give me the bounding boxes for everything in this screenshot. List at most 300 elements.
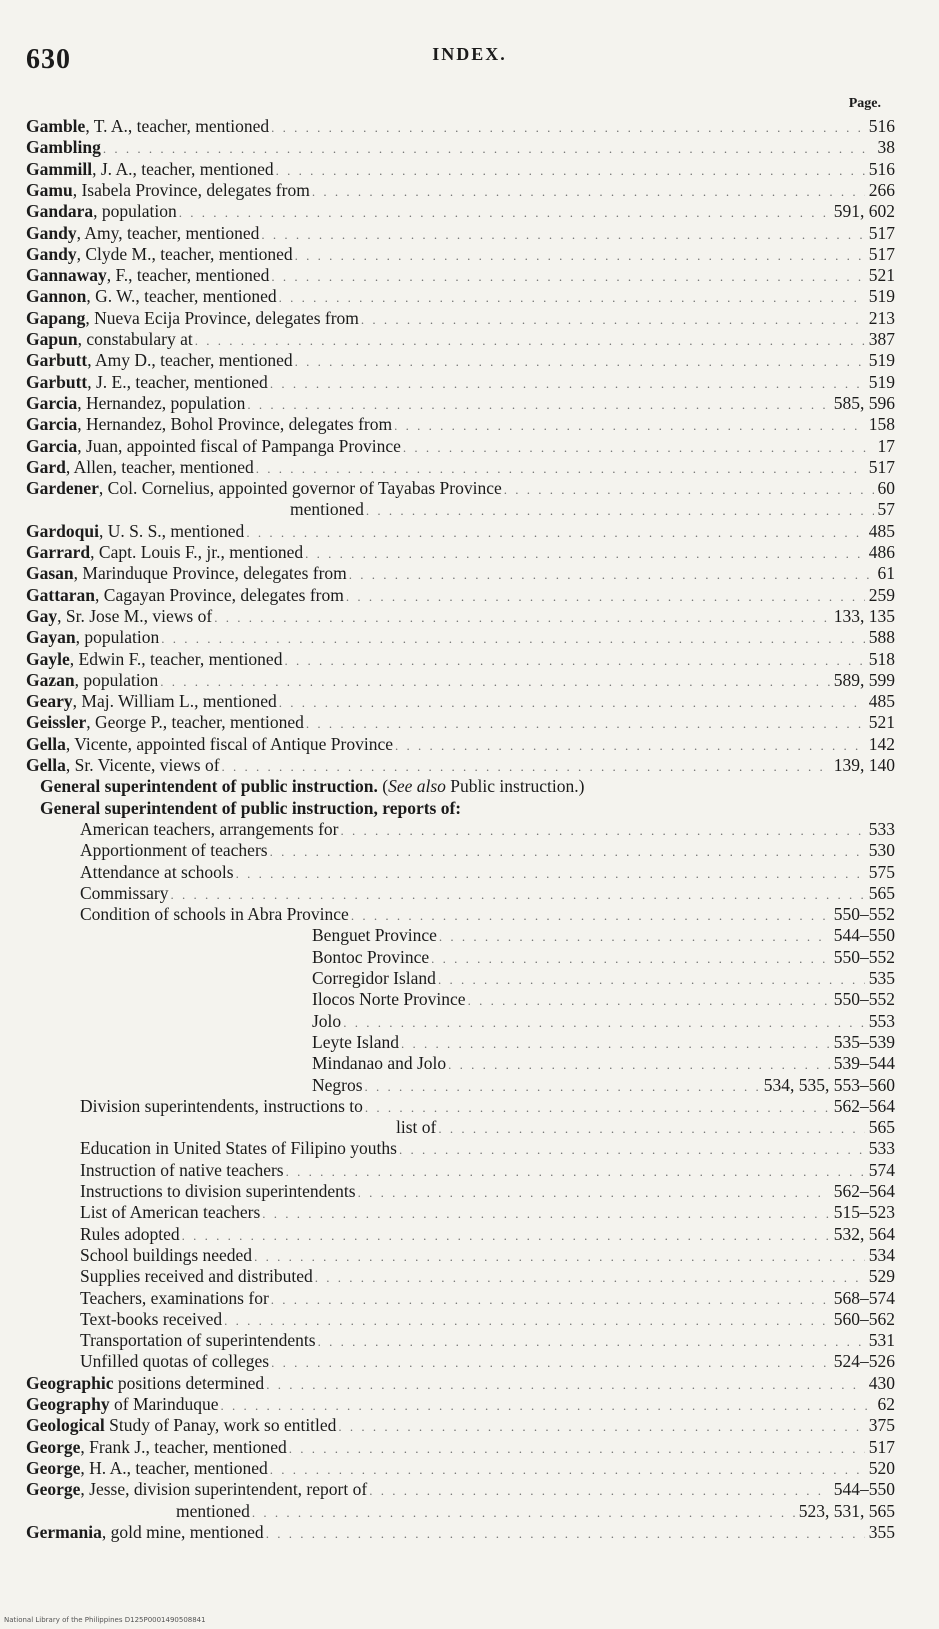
- entry-text: [80, 1224, 180, 1245]
- entry-text: [80, 1138, 397, 1159]
- entry-term: Gardoqui: [26, 520, 99, 541]
- entry-term: Garbutt: [26, 350, 88, 371]
- entry-term: Gella: [26, 733, 66, 754]
- page-reference: 534: [868, 1244, 895, 1265]
- page-reference: 532, 564: [833, 1223, 895, 1244]
- index-entry: [0, 1394, 939, 1415]
- entry-text: [26, 223, 259, 244]
- entry-description: , Amy D., teacher, mentioned: [87, 350, 293, 371]
- page-reference: 539–544: [833, 1053, 895, 1074]
- page-reference: 553: [868, 1010, 895, 1031]
- entry-text: [80, 1202, 260, 1223]
- index-entry: [0, 478, 939, 499]
- entry-term: Geography: [26, 1394, 110, 1414]
- entry-description: , J. E., teacher, mentioned: [87, 371, 268, 392]
- index-entry: [0, 180, 939, 201]
- dot-leader: [270, 841, 865, 862]
- entry-text: [26, 563, 347, 584]
- entry-text: [26, 457, 254, 478]
- page-reference: 486: [868, 542, 895, 562]
- page-reference: 589, 599: [833, 669, 895, 690]
- entry-term: Gandy: [26, 222, 77, 243]
- dot-leader: [276, 160, 865, 181]
- dot-leader: [246, 522, 864, 543]
- index-entry: [0, 862, 939, 883]
- dot-leader: [399, 1139, 865, 1160]
- entry-term: Gella: [26, 755, 66, 775]
- index-entry: [0, 819, 939, 840]
- page-reference: 60: [877, 478, 895, 499]
- dot-leader: [252, 1502, 795, 1523]
- index-entry: [0, 1501, 939, 1522]
- entry-description: of Marinduque: [109, 1394, 219, 1414]
- entry-description: , Allen, teacher, mentioned: [65, 456, 254, 477]
- index-entry: [0, 734, 939, 755]
- index-entry: [0, 904, 939, 925]
- entry-description: , Vicente, appointed fiscal of Antique Province: [65, 733, 394, 754]
- dot-leader: [266, 1374, 865, 1395]
- entry-text: [26, 1522, 264, 1543]
- index-entry: [0, 947, 939, 968]
- dot-leader: [103, 138, 874, 159]
- entry-term: Garcia: [26, 414, 78, 435]
- entry-description: mentioned: [290, 499, 364, 520]
- entry-text: [312, 947, 429, 968]
- page-title: INDEX.: [432, 44, 507, 64]
- dot-leader: [214, 607, 830, 628]
- dot-leader: [431, 948, 830, 969]
- page-reference: 535: [868, 968, 895, 988]
- dot-leader: [279, 692, 865, 713]
- entry-term: George: [26, 1457, 81, 1478]
- page-reference: 521: [868, 712, 895, 733]
- entry-description: , U. S. S., mentioned: [98, 520, 245, 541]
- page-reference: 266: [868, 179, 895, 200]
- entry-term: Geissler: [26, 712, 87, 733]
- entry-description: Jolo: [312, 1010, 342, 1031]
- entry-description: Instructions to division superintendents: [80, 1181, 356, 1201]
- entry-description: Corregidor Island: [312, 968, 436, 988]
- entry-term: Gammill: [26, 158, 93, 179]
- archive-footer: National Library of the Philippines D125P0001490508841: [4, 1616, 206, 1624]
- entry-term: Geographic: [26, 1372, 114, 1393]
- entry-description: Instruction of native teachers: [80, 1159, 284, 1180]
- index-entry: [0, 691, 939, 712]
- dot-leader: [394, 415, 865, 436]
- dot-leader: [182, 1225, 830, 1246]
- dot-leader: [365, 1097, 830, 1118]
- index-entry: [0, 372, 939, 393]
- entry-description: , Nueva Ecija Province, delegates from: [85, 307, 359, 328]
- dot-leader: [361, 309, 865, 330]
- entry-term: Garcia: [26, 392, 78, 413]
- entry-text: [40, 798, 461, 819]
- index-entry: [0, 755, 939, 776]
- dot-leader: [365, 1076, 760, 1097]
- page-reference: 521: [868, 265, 895, 286]
- dot-leader: [262, 1203, 829, 1224]
- page-reference: 588: [868, 627, 895, 648]
- entry-text: [26, 372, 268, 393]
- entry-description: Leyte Island: [312, 1031, 399, 1052]
- entry-description: , H. A., teacher, mentioned: [80, 1457, 268, 1478]
- dot-leader: [279, 287, 865, 308]
- entry-term: Gayle: [26, 648, 70, 669]
- entry-term: Germania: [26, 1521, 102, 1542]
- dot-leader: [306, 713, 865, 734]
- entry-description: , Edwin F., teacher, mentioned: [69, 648, 283, 669]
- entry-text: [312, 1075, 363, 1096]
- entry-description: , Col. Cornelius, appointed governor of Tayabas Province: [98, 478, 502, 499]
- page-reference: 560–562: [833, 1308, 895, 1329]
- dot-leader: [351, 905, 830, 926]
- entry-description: Commissary: [80, 882, 169, 903]
- entry-description: Division superintendents, instructions to: [80, 1095, 363, 1116]
- entry-text: [26, 1415, 336, 1436]
- page-reference: 550–552: [833, 989, 895, 1010]
- index-entry: [0, 286, 939, 307]
- page-reference: 387: [868, 329, 895, 349]
- dot-leader: [270, 1459, 865, 1480]
- dot-leader: [161, 628, 865, 649]
- entry-description: , population: [74, 669, 159, 690]
- page-reference: 565: [868, 882, 895, 903]
- entry-description: Mindanao and Jolo: [312, 1053, 447, 1074]
- entry-description: mentioned: [176, 1500, 250, 1521]
- entry-text: [312, 1011, 341, 1032]
- index-entry: [0, 457, 939, 478]
- entry-text: [26, 734, 393, 755]
- entry-text: [80, 1330, 316, 1351]
- dot-leader: [256, 458, 865, 479]
- entry-term: Gayan: [26, 627, 76, 648]
- entry-description: Teachers, examinations for: [80, 1287, 269, 1308]
- index-entry: [0, 563, 939, 584]
- entry-description: , Amy, teacher, mentioned: [76, 222, 260, 243]
- entry-term: George: [26, 1436, 81, 1457]
- index-entry: [0, 244, 939, 265]
- page-reference: 533: [868, 1138, 895, 1159]
- index-entry: [0, 1351, 939, 1372]
- dot-leader: [236, 863, 865, 884]
- entry-description: , Frank J., teacher, mentioned: [80, 1436, 287, 1457]
- entry-description: List of American teachers: [80, 1202, 261, 1223]
- entry-text: [26, 116, 269, 137]
- entry-description: , Hernandez, population: [77, 392, 246, 413]
- entry-description: American teachers, arrangements for: [80, 818, 339, 839]
- page-reference: 530: [868, 840, 895, 861]
- entry-term: Gambling: [26, 137, 101, 158]
- entry-description: , George P., teacher, mentioned: [86, 712, 304, 733]
- entry-text: [80, 862, 234, 883]
- entry-description: Condition of schools in Abra Province: [80, 904, 349, 925]
- entry-term: Gamu: [26, 179, 73, 200]
- page-reference: 550–552: [833, 904, 895, 925]
- entry-term: George: [26, 1479, 81, 1500]
- page-reference: 524–526: [833, 1351, 895, 1372]
- index-entry: [0, 1224, 939, 1245]
- entry-text: [80, 1309, 222, 1330]
- entry-text: [26, 350, 293, 371]
- index-entry: [0, 1415, 939, 1436]
- entry-text: [312, 925, 437, 946]
- index-entry: [0, 116, 939, 137]
- entry-text: [290, 499, 364, 520]
- entry-text: [26, 585, 344, 606]
- page-reference: 139, 140: [833, 755, 895, 775]
- entry-description: (: [377, 776, 389, 797]
- dot-leader: [261, 224, 864, 245]
- dot-leader: [438, 1118, 864, 1139]
- page-reference: 575: [868, 861, 895, 882]
- page-reference: 535–539: [833, 1031, 895, 1052]
- entry-description: positions determined: [113, 1372, 265, 1393]
- entry-text: [26, 159, 274, 180]
- index-entry: [0, 499, 939, 520]
- entry-term: Gattaran: [26, 584, 96, 605]
- entry-description: School buildings needed: [80, 1244, 253, 1265]
- entry-text: [26, 1458, 268, 1479]
- entry-term: Gapang: [26, 307, 86, 328]
- entry-description: , G. W., teacher, mentioned: [86, 286, 277, 307]
- entry-text: [80, 1160, 284, 1181]
- entry-description: Text-books received: [80, 1308, 223, 1329]
- page-reference: 519: [868, 371, 895, 392]
- entry-text: [312, 968, 436, 989]
- entry-description: , population: [93, 201, 177, 222]
- page-reference: 62: [877, 1394, 895, 1414]
- entry-text: [26, 286, 277, 307]
- dot-leader: [338, 1416, 864, 1437]
- index-entry: [0, 265, 939, 286]
- entry-text: [80, 1351, 269, 1372]
- entry-text: [26, 627, 159, 648]
- entry-text: [80, 1288, 269, 1309]
- entry-description: , J. A., teacher, mentioned: [92, 158, 274, 179]
- page-column-label: Page.: [848, 96, 881, 111]
- index-entry: [0, 201, 939, 222]
- entry-text: [26, 436, 401, 457]
- page-reference: 57: [877, 499, 895, 520]
- dot-leader: [271, 117, 865, 138]
- page-reference: 529: [868, 1266, 895, 1287]
- index-entry: [0, 1437, 939, 1458]
- page-reference: 485: [868, 691, 895, 712]
- index-entry: [0, 712, 939, 733]
- dot-leader: [366, 500, 874, 521]
- entry-text: [26, 265, 269, 286]
- entry-term: Gapun: [26, 329, 78, 349]
- entry-term: Gannon: [26, 286, 87, 307]
- entry-text: [26, 542, 303, 563]
- dot-leader: [224, 1310, 830, 1331]
- dot-leader: [395, 735, 865, 756]
- entry-description: , Marinduque Province, delegates from: [73, 563, 347, 584]
- page-reference: 517: [868, 222, 895, 243]
- dot-leader: [349, 564, 874, 585]
- entry-text: [26, 180, 310, 201]
- entry-text: [26, 1373, 264, 1394]
- dot-leader: [247, 394, 829, 415]
- dot-leader: [170, 884, 864, 905]
- page-reference: 355: [868, 1521, 895, 1542]
- index-entry: [0, 883, 939, 904]
- entry-term: Gardener: [26, 478, 99, 499]
- entry-description: , constabulary at: [77, 329, 193, 349]
- entry-text: [80, 1266, 313, 1287]
- dot-leader: [271, 1352, 830, 1373]
- dot-leader: [438, 969, 865, 990]
- dot-leader: [295, 351, 865, 372]
- entry-description: Bontoc Province: [312, 946, 430, 967]
- page-reference: 517: [868, 1436, 895, 1457]
- entry-term: Garcia: [26, 435, 78, 456]
- entry-text: [396, 1117, 436, 1138]
- entry-description: Apportionment of teachers: [80, 840, 268, 861]
- entry-text: [80, 1096, 363, 1117]
- entry-term: Gandara: [26, 201, 94, 222]
- index-entry: [0, 1309, 939, 1330]
- index-entry: [0, 649, 939, 670]
- page-reference: 213: [868, 307, 895, 328]
- entry-cross-reference: Public instruction.): [445, 776, 585, 797]
- page-reference: 518: [868, 648, 895, 669]
- dot-leader: [312, 181, 865, 202]
- page-reference: 259: [868, 584, 895, 605]
- entry-term: Gazan: [26, 669, 75, 690]
- entry-text: [26, 649, 282, 670]
- entry-description: , Isabela Province, delegates from: [72, 179, 310, 200]
- entry-text: [80, 883, 168, 904]
- index-entry: [0, 393, 939, 414]
- page-reference: 142: [868, 733, 895, 754]
- entry-text: [26, 308, 359, 329]
- dot-leader: [346, 586, 865, 607]
- dot-leader: [358, 1182, 830, 1203]
- index-entry: [0, 223, 939, 244]
- page-reference: 544–550: [833, 925, 895, 946]
- entry-description: Negros: [312, 1074, 363, 1095]
- entry-text: [80, 819, 338, 840]
- dot-leader: [284, 650, 864, 671]
- entry-text: [26, 712, 304, 733]
- entry-description: , Sr. Vicente, views of: [65, 755, 220, 775]
- page-reference: 585, 596: [833, 392, 895, 413]
- entry-term: Gandy: [26, 243, 77, 264]
- index-entry: [0, 606, 939, 627]
- entry-description: Ilocos Norte Province: [312, 989, 466, 1010]
- index-entry: [0, 1458, 939, 1479]
- page-reference: 520: [868, 1457, 895, 1478]
- index-entry: [0, 627, 939, 648]
- index-entry: [0, 1288, 939, 1309]
- page-reference: 515–523: [833, 1202, 895, 1223]
- entry-term: Geary: [26, 691, 73, 712]
- index-entry: [0, 542, 939, 563]
- entry-text: [312, 1032, 399, 1053]
- index-entry: [0, 436, 939, 457]
- entry-text: [26, 1437, 287, 1458]
- entry-term: Geological: [26, 1415, 105, 1436]
- entry-description: , Clyde M., teacher, mentioned: [76, 243, 293, 264]
- entry-description: Attendance at schools: [80, 861, 234, 882]
- page-reference: 516: [868, 158, 895, 179]
- entry-description: , T. A., teacher, mentioned: [85, 116, 270, 136]
- page-reference: 591, 602: [833, 201, 895, 222]
- page-reference: 523, 531, 565: [798, 1500, 895, 1521]
- entry-text: [26, 244, 293, 265]
- page-reference: 158: [868, 414, 895, 435]
- index-entry: [0, 1032, 939, 1053]
- dot-leader: [468, 990, 830, 1011]
- index-entry: [0, 414, 939, 435]
- page-reference: 517: [868, 456, 895, 477]
- page-reference: 517: [868, 243, 895, 264]
- index-entry: [0, 137, 939, 158]
- dot-leader: [222, 756, 830, 777]
- index-entry: [0, 840, 939, 861]
- entry-term: Gamble: [26, 116, 86, 136]
- index-entry: [0, 1011, 939, 1032]
- entry-description: , Sr. Jose M., views of: [57, 605, 213, 626]
- page-reference: 17: [877, 435, 895, 456]
- page-reference: 562–564: [833, 1181, 895, 1201]
- entry-text: [26, 691, 277, 712]
- dot-leader: [315, 1267, 865, 1288]
- dot-leader: [318, 1331, 865, 1352]
- page-reference: 533: [868, 818, 895, 839]
- page-reference: 534, 535, 553–560: [763, 1074, 895, 1095]
- entry-term: General superintendent of public instruction, reports of:: [40, 797, 462, 818]
- entry-text: [26, 137, 101, 158]
- index-entry: [0, 350, 939, 371]
- page-reference: 519: [868, 350, 895, 371]
- dot-leader: [221, 1395, 874, 1416]
- page-reference: 574: [868, 1159, 895, 1180]
- entry-text: [26, 478, 502, 499]
- page-reference: 375: [868, 1415, 895, 1436]
- page-reference: 519: [868, 286, 895, 307]
- index-entry: [0, 798, 939, 819]
- entry-text: [312, 1053, 446, 1074]
- entry-description: Supplies received and distributed: [80, 1266, 313, 1287]
- entry-description: , Maj. William L., mentioned: [72, 691, 277, 712]
- entry-term: Gannaway: [26, 265, 107, 286]
- page-reference: 531: [868, 1330, 895, 1351]
- index-entry: [0, 1096, 939, 1117]
- entry-term: Gasan: [26, 563, 74, 584]
- entry-text: [80, 1245, 252, 1266]
- dot-leader: [448, 1054, 830, 1075]
- index-entry: [0, 1266, 939, 1287]
- index-entry: [0, 308, 939, 329]
- entry-description: , gold mine, mentioned: [101, 1521, 264, 1542]
- entry-text: [26, 521, 244, 542]
- entry-term: Gay: [26, 605, 58, 626]
- entry-term: Garrard: [26, 542, 91, 562]
- dot-leader: [270, 373, 865, 394]
- entry-text: [26, 1394, 219, 1415]
- entry-text: [80, 1181, 356, 1202]
- page-reference: 544–550: [833, 1479, 895, 1500]
- entry-text: [80, 840, 268, 861]
- index-entry: [0, 1160, 939, 1181]
- index-entry: [0, 159, 939, 180]
- index-entry: [0, 1075, 939, 1096]
- entry-description: , Capt. Louis F., jr., mentioned: [90, 542, 304, 562]
- page-reference: 516: [868, 116, 895, 136]
- page-reference: 485: [868, 520, 895, 541]
